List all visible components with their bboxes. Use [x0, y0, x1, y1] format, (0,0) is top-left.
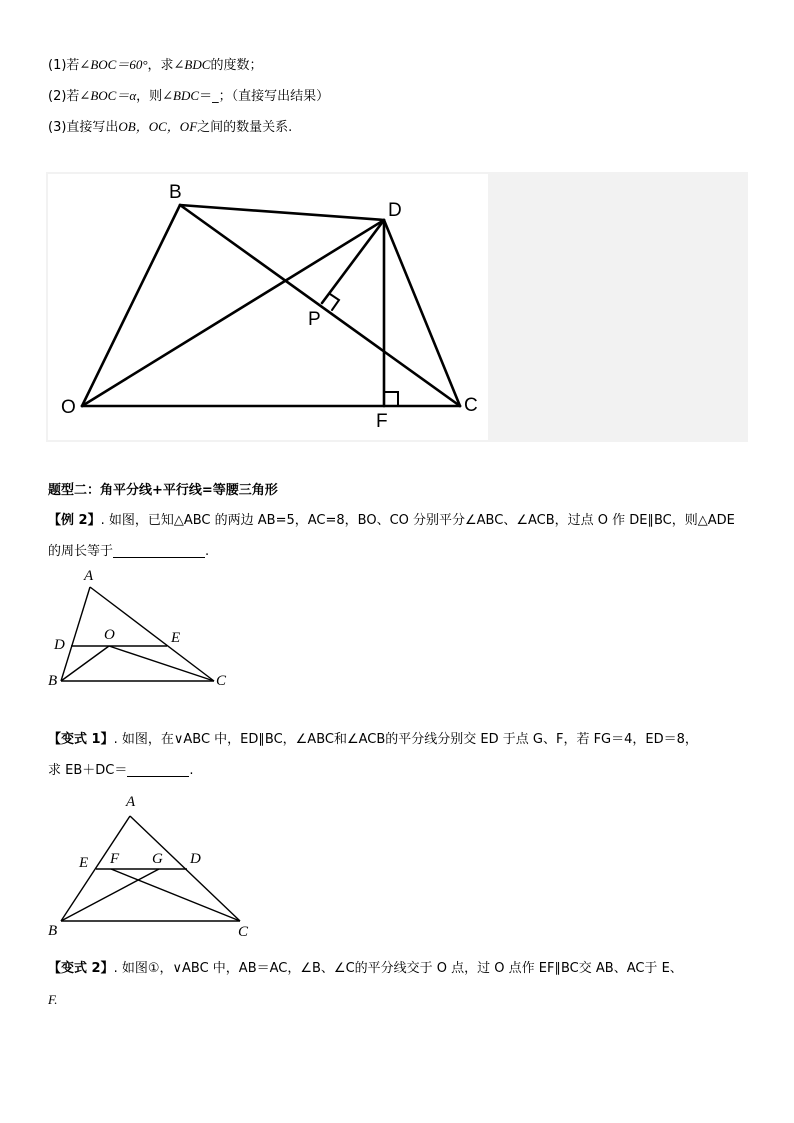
- question-part-1: (1)若∠BOC＝60°，求∠BDC的度数；: [48, 57, 263, 73]
- label-P: P: [308, 309, 321, 330]
- label-B: B: [48, 673, 58, 689]
- label-D: D: [54, 637, 65, 653]
- label-C: C: [238, 924, 249, 940]
- variant-2-line-1: 【变式 2】. 如图①，∨ABC 中，AB＝AC，∠B、∠C的平分线交于 O 点，过 O 点作 EF∥BC交 AB、AC于 E、: [48, 961, 683, 976]
- label-D: D: [388, 200, 402, 221]
- label-B: B: [48, 923, 58, 939]
- variant-2-line-2: F.: [48, 992, 58, 1007]
- figure-triangle-example-2: [46, 566, 246, 696]
- label-A: A: [84, 568, 94, 584]
- example-2-line-2: 的周长等于 .: [48, 544, 210, 559]
- variant-1-line-2: 求 EB＋DC＝ .: [48, 763, 194, 778]
- figure-quadrilateral: [46, 172, 748, 442]
- label-A: A: [126, 794, 136, 810]
- question-part-2: (2)若∠BOC＝α，则∠BDC＝_；（直接写出结果）: [48, 88, 330, 104]
- figure-canvas: [48, 174, 488, 440]
- label-B: B: [169, 182, 182, 203]
- section-heading: 题型二：角平分线+平行线=等腰三角形: [48, 483, 278, 498]
- label-O: O: [61, 397, 76, 418]
- label-F: F: [110, 851, 120, 867]
- label-G: G: [152, 851, 163, 867]
- label-D: D: [190, 851, 201, 867]
- label-C: C: [464, 395, 478, 416]
- label-C: C: [216, 673, 227, 689]
- question-part-3: (3)直接写出OB，OC，OF之间的数量关系.: [48, 119, 293, 135]
- answer-blank-variant-1: [127, 762, 189, 777]
- label-F: F: [376, 411, 388, 432]
- example-2-line-1: 【例 2】. 如图，已知△ABC 的两边 AB=5，AC=8，BO、CO 分别平分∠ABC、∠ACB，过点 O 作 DE∥BC，则△ADE: [48, 513, 735, 528]
- label-O: O: [104, 627, 115, 643]
- label-E: E: [171, 630, 181, 646]
- variant-1-line-1: 【变式 1】. 如图，在∨ABC 中，ED∥BC，∠ABC和∠ACB的平分线分别交 ED 于点 G、F，若 FG＝4，ED＝8，: [48, 732, 698, 747]
- label-E: E: [79, 855, 89, 871]
- figure-triangle-variant-1: [46, 790, 266, 950]
- answer-blank-example-2: [113, 543, 205, 558]
